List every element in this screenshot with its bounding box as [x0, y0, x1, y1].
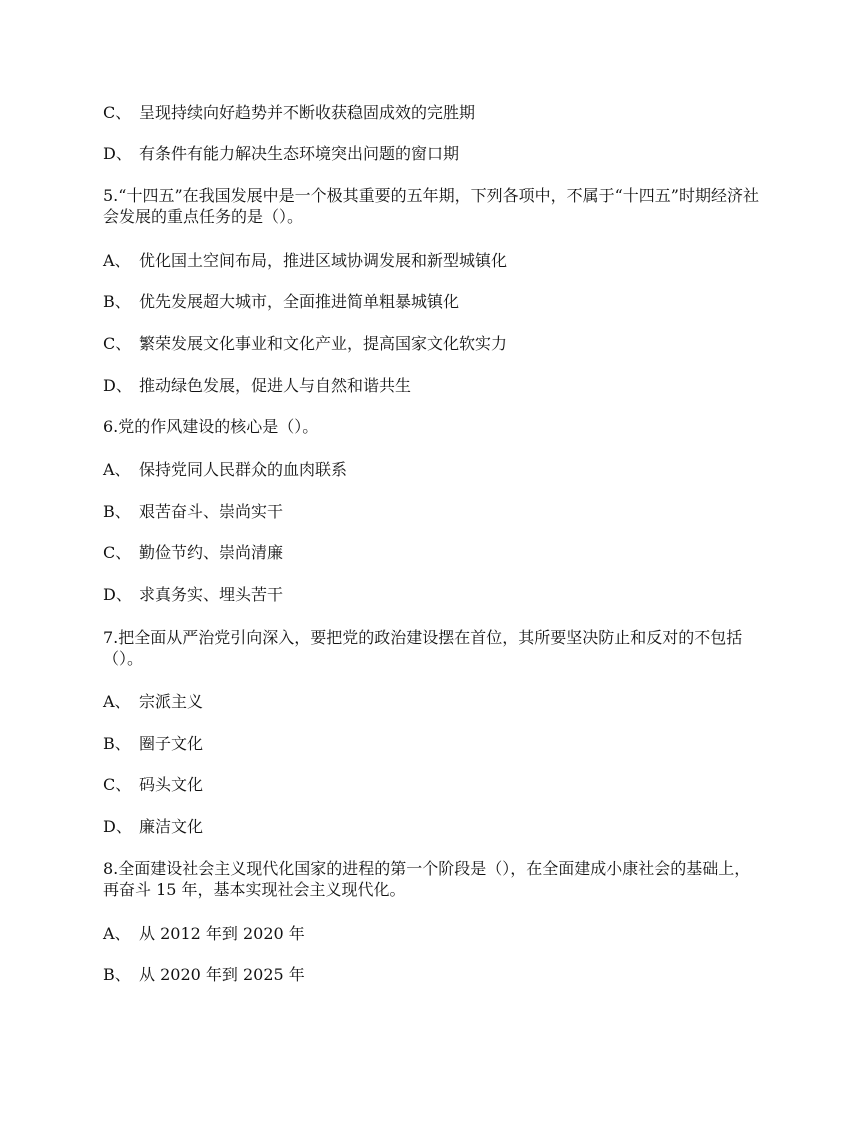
- option-letter: D、: [103, 817, 132, 836]
- option-text: 圈子文化: [139, 734, 204, 753]
- option-text: 从 2020 年到 2025 年: [139, 965, 305, 984]
- option-a: [103, 923, 305, 945]
- option-d: [103, 375, 411, 397]
- option-letter: C、: [103, 334, 132, 353]
- option-text: 求真务实、埋头苦干: [139, 585, 284, 604]
- option-d: [103, 584, 283, 606]
- option-b: [103, 964, 305, 986]
- option-text: 推动绿色发展，促进人与自然和谐共生: [139, 376, 412, 395]
- option-text: 保持党同人民群众的血肉联系: [139, 460, 348, 479]
- option-letter: A、: [103, 924, 131, 943]
- option-text: 有条件有能力解决生态环境突出问题的窗口期: [139, 144, 460, 163]
- question-8: 8.全面建设社会主义现代化国家的进程的第一个阶段是（），在全面建成小康社会的基础上，再奋斗 15 年，基本实现社会主义现代化。: [103, 859, 751, 899]
- option-text: 从 2012 年到 2020 年: [139, 924, 305, 943]
- option-d: [103, 816, 203, 838]
- option-letter: D、: [103, 144, 132, 163]
- option-d: [103, 143, 459, 165]
- option-a: [103, 459, 347, 481]
- option-letter: C、: [103, 775, 132, 794]
- option-a: [103, 691, 203, 713]
- option-text: 呈现持续向好趋势并不断收获稳固成效的完胜期: [139, 103, 476, 122]
- question-7: 7.把全面从严治党引向深入，要把党的政治建设摆在首位，其所要坚决防止和反对的不包括（）。: [103, 628, 743, 668]
- option-text: 艰苦奋斗、崇尚实干: [139, 502, 284, 521]
- option-text: 繁荣发展文化事业和文化产业，提高国家文化软实力: [139, 334, 508, 353]
- option-letter: B、: [103, 292, 131, 311]
- option-letter: D、: [103, 585, 132, 604]
- option-letter: B、: [103, 965, 131, 984]
- option-letter: B、: [103, 502, 131, 521]
- option-letter: C、: [103, 543, 132, 562]
- option-text: 廉洁文化: [139, 817, 204, 836]
- option-letter: A、: [103, 692, 131, 711]
- option-c: [103, 774, 203, 796]
- question-5: 5.“十四五”在我国发展中是一个极其重要的五年期，下列各项中，不属于“十四五”时期经济社会发展的重点任务的是（）。: [103, 186, 759, 226]
- option-text: 勤俭节约、崇尚清廉: [139, 543, 284, 562]
- option-a: [103, 250, 507, 272]
- option-letter: A、: [103, 460, 131, 479]
- option-text: 码头文化: [139, 775, 204, 794]
- option-letter: B、: [103, 734, 131, 753]
- question-6: 6.党的作风建设的核心是（）。: [103, 417, 319, 436]
- option-c: [103, 542, 283, 564]
- option-b: [103, 501, 283, 523]
- option-c: [103, 102, 475, 124]
- option-text: 宗派主义: [139, 692, 204, 711]
- option-letter: A、: [103, 251, 131, 270]
- option-letter: C、: [103, 103, 132, 122]
- option-c: [103, 333, 507, 355]
- option-b: [103, 291, 459, 313]
- option-text: 优先发展超大城市，全面推进简单粗暴城镇化: [139, 292, 460, 311]
- option-text: 优化国土空间布局，推进区域协调发展和新型城镇化: [139, 251, 508, 270]
- option-letter: D、: [103, 376, 132, 395]
- option-b: [103, 733, 203, 755]
